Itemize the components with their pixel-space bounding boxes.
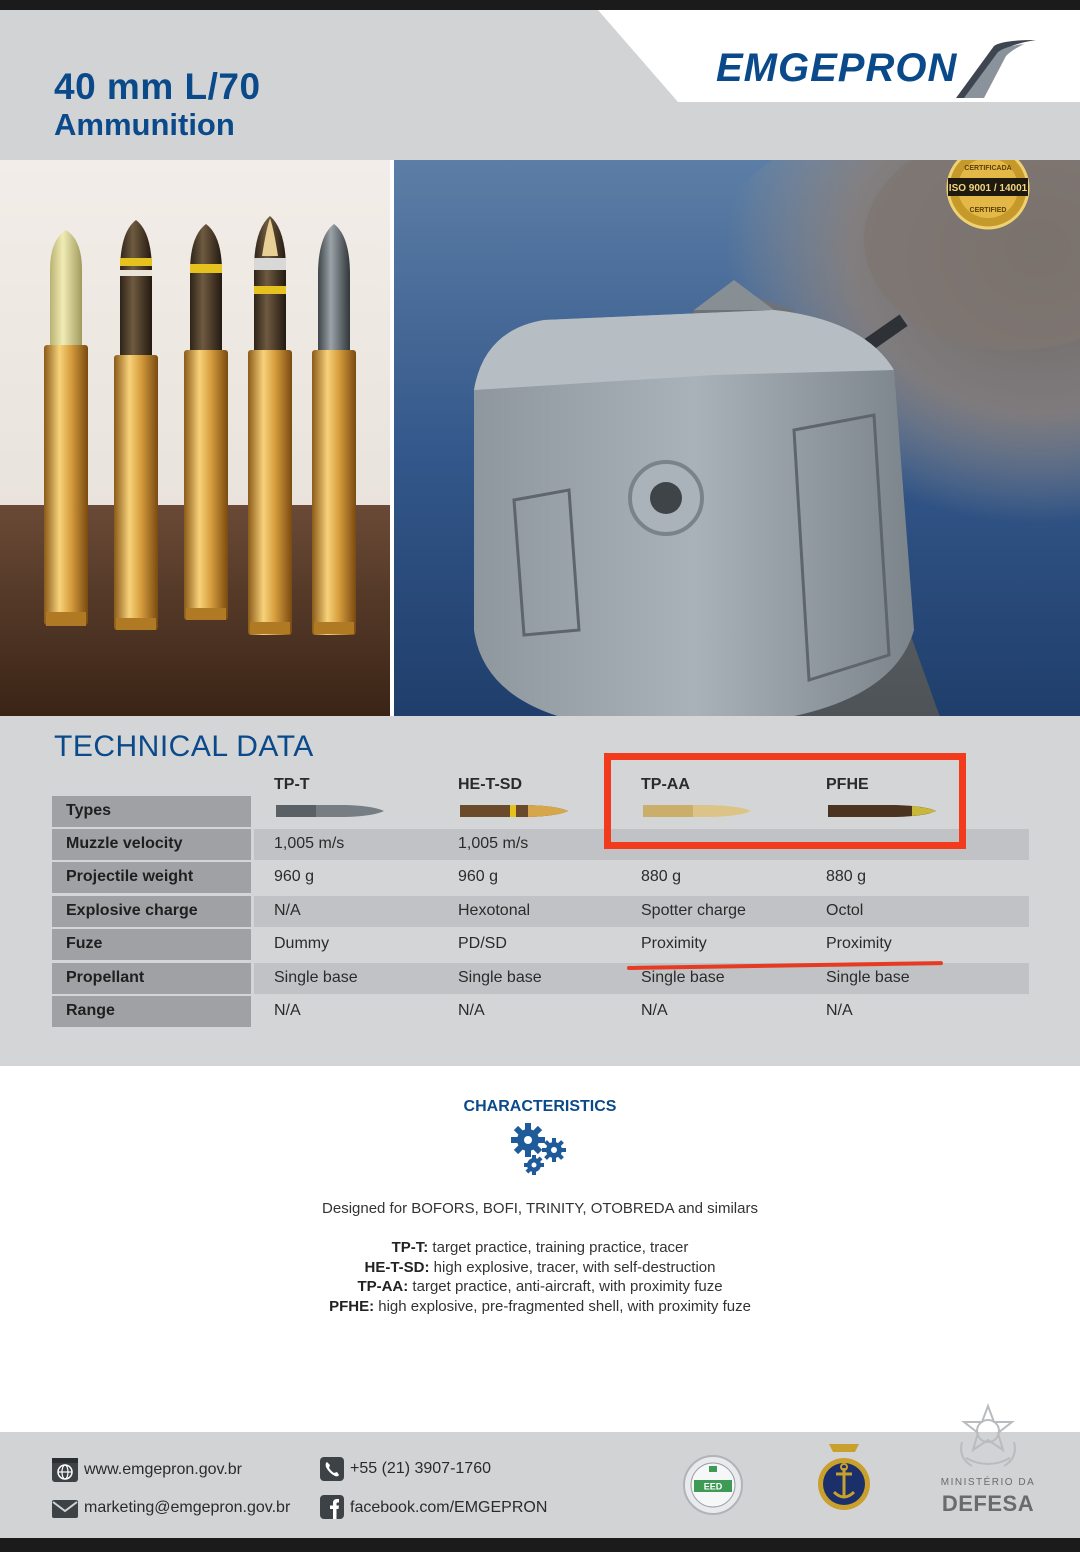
item-term: HE-T-SD: — [364, 1259, 430, 1276]
svg-text:EED: EED — [703, 1481, 723, 1492]
ministry-label-line2: DEFESA — [941, 1491, 1035, 1516]
gears-icon — [508, 1120, 572, 1178]
email-icon — [52, 1497, 78, 1521]
footer — [0, 1432, 1080, 1538]
svg-text:ISO 9001 / 14001: ISO 9001 / 14001 — [948, 183, 1028, 194]
eed-seal-icon — [682, 1454, 744, 1516]
table-cell: 1,005 m/s — [458, 835, 529, 852]
characteristics-title: CHARACTERISTICS — [463, 1098, 617, 1115]
tp-t-projectile-icon — [274, 798, 386, 824]
svg-text:CERTIFICADA: CERTIFICADA — [964, 165, 1012, 172]
table-row — [52, 929, 1029, 960]
item-text: high explosive, pre-fragmented shell, with proximity fuze — [374, 1298, 751, 1315]
table-cell: Single base — [826, 969, 910, 986]
table-cell: N/A — [641, 1002, 668, 1019]
column-header-pfhe: PFHE — [826, 776, 869, 793]
table-cell: N/A — [274, 902, 301, 919]
table-cell: Dummy — [274, 935, 330, 952]
table-cell: 960 g — [274, 868, 315, 885]
iso-certified-badge — [948, 160, 1028, 228]
row-label: Range — [52, 996, 251, 1027]
column-header-tp-t: TP-T — [274, 776, 310, 793]
table-row — [52, 862, 1029, 893]
designed-for-text: Designed for BOFORS, BOFI, TRINITY, OTOBREDA and similars — [322, 1200, 758, 1217]
brazil-coat-of-arms-icon — [952, 1402, 1024, 1474]
table-row — [52, 996, 1029, 1027]
table-cell: Single base — [458, 969, 542, 986]
characteristic-item — [0, 1278, 1080, 1295]
marinha-do-brasil-emblem-icon — [815, 1438, 873, 1518]
table-cell: Spotter charge — [641, 902, 746, 919]
item-text: high explosive, tracer, with self-destruction — [429, 1259, 716, 1276]
table-row — [52, 896, 1029, 927]
column-header-tp-aa: TP-AA — [641, 776, 690, 793]
item-term: TP-AA: — [357, 1278, 409, 1295]
ministry-label-line1: MINISTÉRIO DA — [940, 1477, 1036, 1488]
table-cell: Single base — [274, 969, 358, 986]
table-cell: 880 g — [641, 868, 682, 885]
table-cell: N/A — [826, 1002, 853, 1019]
row-label: Types — [52, 796, 251, 827]
top-border — [0, 0, 1080, 10]
svg-text:CERTIFIED: CERTIFIED — [969, 207, 1007, 214]
page-title: 40 mm L/70 — [54, 66, 261, 107]
row-label: Muzzle velocity — [52, 829, 251, 860]
characteristic-item — [0, 1298, 1080, 1315]
table-cell: Proximity — [826, 935, 892, 952]
he-t-sd-projectile-icon — [458, 798, 570, 824]
item-text: target practice, anti-aircraft, with proximity fuze — [408, 1278, 723, 1295]
item-term: TP-T: — [391, 1239, 429, 1256]
website-link[interactable]: www.emgepron.gov.br — [84, 1461, 242, 1478]
facebook-link[interactable]: facebook.com/EMGEPRON — [350, 1499, 548, 1516]
facebook-icon — [320, 1495, 346, 1519]
characteristic-item — [0, 1239, 1080, 1256]
table-cell: Hexotonal — [458, 902, 531, 919]
brand-name: EMGEPRON — [716, 46, 958, 90]
table-row — [52, 963, 1029, 994]
row-label: Explosive charge — [52, 896, 251, 927]
phone-icon — [320, 1457, 346, 1481]
bottom-border — [0, 1538, 1080, 1552]
table-cell: 960 g — [458, 868, 499, 885]
table-cell: PD/SD — [458, 935, 507, 952]
table-cell: N/A — [458, 1002, 485, 1019]
table-cell: 880 g — [826, 868, 867, 885]
phone-number[interactable]: +55 (21) 3907-1760 — [350, 1460, 491, 1477]
item-term: PFHE: — [329, 1298, 375, 1315]
row-label: Propellant — [52, 963, 251, 994]
table-cell: Proximity — [641, 935, 707, 952]
ammunition-photo — [0, 160, 390, 716]
table-cell: Octol — [826, 902, 864, 919]
characteristic-item — [0, 1259, 1080, 1276]
naval-gun-photo — [394, 160, 1080, 756]
table-cell: Single base — [641, 969, 725, 986]
technical-data-title: TECHNICAL DATA — [54, 730, 314, 763]
column-header-he-t-sd: HE-T-SD — [458, 776, 522, 793]
page-subtitle: Ammunition — [54, 107, 235, 142]
table-cell: 1,005 m/s — [274, 835, 345, 852]
row-label: Fuze — [52, 929, 251, 960]
logo-swoosh-icon — [954, 38, 1038, 100]
table-cell: N/A — [274, 1002, 301, 1019]
globe-icon — [52, 1458, 78, 1482]
photo-area — [0, 160, 1080, 760]
header — [0, 10, 1080, 160]
email-link[interactable]: marketing@emgepron.gov.br — [84, 1499, 291, 1516]
annotation-highlight-box — [604, 753, 966, 849]
emgepron-logo — [716, 38, 1036, 108]
item-text: target practice, training practice, tracer — [428, 1239, 689, 1256]
row-label: Projectile weight — [52, 862, 251, 893]
